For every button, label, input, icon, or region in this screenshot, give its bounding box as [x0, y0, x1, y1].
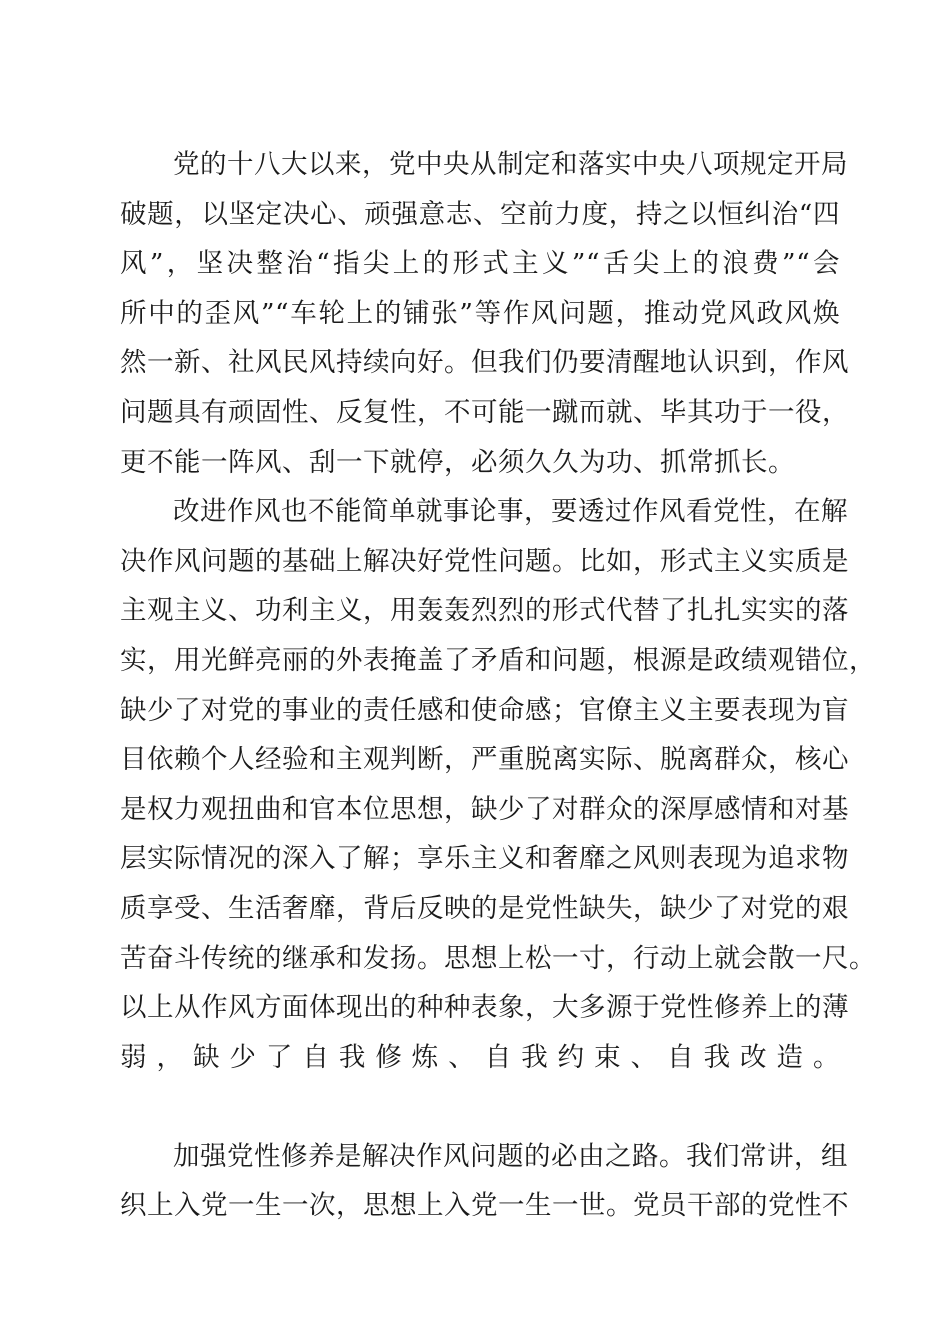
document-body — [120, 140, 876, 1231]
text-line: 决作风问题的基础上解决好党性问题。比如，形式主义实质是 — [120, 545, 849, 577]
text-line: 织上入党一生一次，思想上入党一生一世。党员干部的党性不 — [120, 1190, 849, 1222]
text-line: 实，用光鲜亮丽的外表掩盖了矛盾和问题，根源是政绩观错位， — [120, 644, 876, 676]
paragraph-1 — [120, 140, 849, 487]
text-line: 苦奋斗传统的继承和发扬。思想上松一寸，行动上就会散一尺。 — [120, 942, 876, 974]
text-line: 党的十八大以来，党中央从制定和落实中央八项规定开局 — [173, 149, 848, 180]
text-line — [120, 1082, 840, 1132]
text-line: 缺少了对党的事业的责任感和使命感；官僚主义主要表现为盲 — [120, 694, 849, 726]
text-line: 弱，缺少了自我修炼、自我约束、自我改造。 — [120, 1041, 840, 1073]
text-line: 然一新、社风民风持续向好。但我们仍要清醒地认识到，作风 — [120, 347, 849, 379]
paragraph-2 — [120, 487, 876, 1132]
text-line: 风”，坚决整治“指尖上的形式主义”“舌尖上的浪费”“会 — [120, 248, 840, 280]
text-line: 目依赖个人经验和主观判断，严重脱离实际、脱离群众，核心 — [120, 744, 849, 776]
text-line: 是权力观扭曲和官本位思想，缺少了对群众的深厚感情和对基 — [120, 793, 849, 825]
text-line: 层实际情况的深入了解；享乐主义和奢靡之风则表现为追求物 — [120, 843, 849, 875]
text-line: 加强党性修养是解决作风问题的必由之路。我们常讲，组 — [173, 1140, 848, 1172]
text-line: 破题，以坚定决心、顽强意志、空前力度，持之以恒纠治“四 — [120, 198, 840, 230]
text-line: 问题具有顽固性、反复性，不可能一蹴而就、毕其功于一役， — [120, 396, 849, 428]
text-line: 主观主义、功利主义，用轰轰烈烈的形式代替了扎扎实实的落 — [120, 595, 849, 627]
text-line: 以上从作风方面体现出的种种表象，大多源于党性修养上的薄 — [120, 992, 849, 1024]
paragraph-3 — [120, 1132, 849, 1231]
text-line: 改进作风也不能简单就事论事，要透过作风看党性，在解 — [173, 496, 848, 528]
text-line: 质享受、生活奢靡，背后反映的是党性缺失，缺少了对党的艰 — [120, 892, 849, 924]
text-line: 更不能一阵风、刮一下就停，必须久久为功、抓常抓长。 — [120, 446, 795, 478]
text-line: 所中的歪风”“车轮上的铺张”等作风问题，推动党风政风焕 — [120, 297, 840, 329]
